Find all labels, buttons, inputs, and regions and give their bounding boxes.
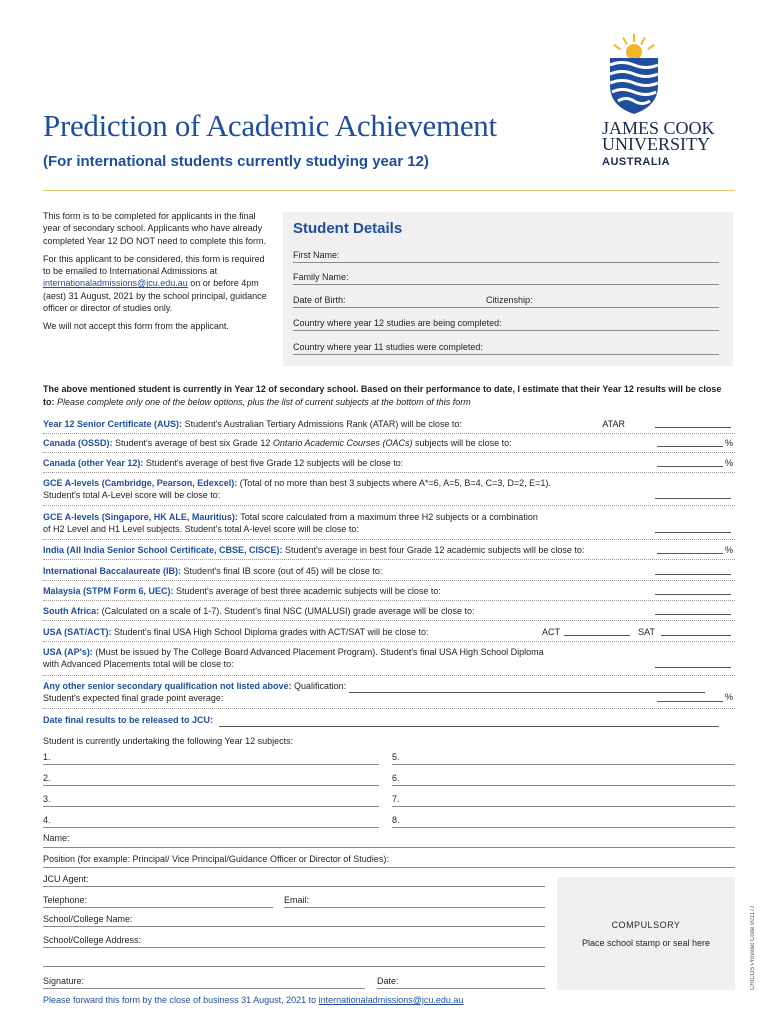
option-india-label: India (All India Senior School Certificate, CBSE, CISCE): [43, 545, 283, 555]
option-india-text: Student's average in best four Grade 12 academic subjects will be close to: [282, 545, 585, 555]
intro-paragraph-3: We will not accept this form from the applicant. [43, 321, 229, 332]
option-ossd-italic: Ontario Academic Courses (OACs) [272, 438, 413, 448]
intro-paragraph-1: This form is to be completed for applicants in the final year of secondary school. Applicants who have already completed Year 12 DO NOT need to complete this form. [43, 211, 266, 246]
option-sa-label: South Africa: [43, 606, 100, 616]
stamp-compulsory: COMPULSORY [611, 920, 681, 930]
atar-input[interactable] [655, 419, 731, 428]
results-date-label: Date final results to be released to JCU: [43, 715, 214, 725]
country-year12-field[interactable]: Country where year 12 studies are being completed: [293, 318, 719, 331]
option-usa-ap [43, 647, 735, 670]
jcu-crest-icon [604, 34, 664, 116]
option-gce-sg-label: GCE A-levels (Singapore, HK ALE, Mauritius): [43, 512, 238, 522]
signature-label: Signature: [43, 976, 85, 986]
sat-label: SAT [638, 627, 655, 637]
logo-line2: UNIVERSITY [602, 134, 710, 154]
malaysia-input[interactable] [655, 586, 731, 595]
option-gce-uk-label: GCE A-levels (Cambridge, Pearson, Edexcel): [43, 478, 238, 488]
subject-6-field[interactable]: 6. [392, 773, 735, 786]
name-input[interactable] [43, 847, 735, 848]
option-malaysia-text: Student's average of best three academic subjects will be close to: [173, 586, 441, 596]
email-input[interactable] [284, 907, 545, 908]
name-label: Name: [43, 833, 70, 843]
intro-p2-start: For this applicant to be considered, this form is required to be emailed to International Admissions at [43, 253, 265, 277]
option-ossd-label: Canada (OSSD): [43, 438, 113, 448]
option-ib-text: Student's final IB score (out of 45) will be close to: [181, 566, 383, 576]
stamp-instruction: Place school stamp or seal here [581, 938, 711, 948]
sat-input[interactable] [661, 627, 731, 636]
option-other [43, 681, 735, 704]
logo-line3: AUSTRALIA [602, 156, 671, 168]
option-usa-label: USA (SAT/ACT): [43, 627, 112, 637]
dob-citizenship-row[interactable] [293, 295, 719, 308]
subject-1-field[interactable]: 1. [43, 752, 379, 765]
option-malaysia-label: Malaysia (STPM Form 6, UEC): [43, 586, 174, 596]
subject-2-field[interactable]: 2. [43, 773, 379, 786]
divider [43, 505, 735, 506]
ossd-input[interactable] [657, 438, 723, 447]
option-ossd-text1: Student's average of best six Grade 12 [112, 438, 273, 448]
position-label: Position (for example: Principal/ Vice Principal/Guidance Officer or Director of Studies): [43, 854, 389, 864]
option-ib [43, 566, 735, 578]
option-sa-text: (Calculated on a scale of 1-7). Student's final NSC (UMALUSI) grade average will be close to: [99, 606, 475, 616]
divider [43, 452, 735, 453]
school-stamp-box [557, 877, 735, 990]
percent-sign: % [724, 438, 733, 448]
estimate-instructions [43, 383, 735, 408]
option-ap-label: USA (AP's): [43, 647, 93, 657]
option-gce-uk-text: (Total of no more than best 3 subjects where A*=6, A=5, B=4, C=3, D=2, E=1). [237, 478, 551, 488]
footer-text: Please forward this form by the close of business 31 August, 2021 to [43, 995, 319, 1005]
gce-sg-input[interactable] [655, 524, 731, 533]
option-usa-text: Student's final USA High School Diploma grades with ACT/SAT will be close to: [111, 627, 429, 637]
cricos-code: CRICOS Provider Code 00117J [750, 905, 756, 990]
school-name-input[interactable] [43, 926, 545, 927]
option-canada-label: Canada (other Year 12): [43, 458, 144, 468]
option-ossd-text2: subjects will be close to: [412, 438, 512, 448]
student-details-title: Student Details [293, 220, 403, 237]
telephone-input[interactable] [43, 907, 273, 908]
page-subtitle: (For international students currently studying year 12) [43, 153, 429, 170]
option-ap-text: (Must be issued by The College Board Advanced Placement Program). Student's final USA High School Diploma [92, 647, 544, 657]
gpa-input[interactable] [657, 693, 723, 702]
option-other-text: Qualification: [291, 681, 347, 691]
option-canada-text: Student's average of best five Grade 12 subjects will be close to: [143, 458, 404, 468]
percent-sign: % [724, 545, 733, 555]
school-address-input[interactable] [43, 947, 545, 948]
jcu-agent-label: JCU Agent: [43, 874, 89, 884]
subject-3-field[interactable]: 3. [43, 794, 379, 807]
intro-p2-end: on or before 4pm (aest) 31 August, 2021 by the school principal, guidance officer or director of studies only. [43, 278, 267, 314]
divider [43, 708, 735, 709]
subject-7-field[interactable]: 7. [392, 794, 735, 807]
option-ap-text2: with Advanced Placements total will be close to: [43, 658, 234, 669]
option-aus-label: Year 12 Senior Certificate (AUS): [43, 419, 183, 429]
email-label: Email: [284, 895, 310, 905]
option-ossd [43, 438, 735, 450]
canada-input[interactable] [657, 458, 723, 467]
dob-label: Date of Birth: [293, 295, 346, 305]
qualification-input[interactable] [349, 684, 705, 693]
ib-input[interactable] [655, 566, 731, 575]
option-canada-other [43, 458, 735, 470]
option-ib-label: International Baccalaureate (IB): [43, 566, 182, 576]
first-name-field[interactable]: First Name: [293, 250, 719, 263]
subjects-intro: Student is currently undertaking the following Year 12 subjects: [43, 736, 294, 746]
divider [43, 620, 735, 621]
ap-input[interactable] [655, 659, 731, 668]
position-input[interactable] [43, 867, 735, 868]
logo-line1: JAMES COOK [602, 118, 715, 138]
option-gce-sg [43, 512, 735, 535]
country-year11-field[interactable]: Country where year 11 studies were completed: [293, 342, 719, 355]
intro-paragraph-2 [43, 253, 269, 314]
header-divider [43, 190, 735, 191]
divider [43, 675, 735, 676]
admissions-email-link[interactable]: internationaladmissions@jcu.edu.au [43, 278, 188, 289]
jcu-logo [598, 34, 738, 174]
telephone-label: Telephone: [43, 895, 88, 905]
subject-4-field[interactable]: 4. [43, 815, 379, 828]
results-date-row [43, 715, 735, 727]
option-aus-text: Student's Australian Tertiary Admissions Rank (ATAR) will be close to: [182, 419, 462, 429]
jcu-agent-input[interactable] [43, 886, 545, 887]
divider [43, 472, 735, 473]
estimate-statement: The above mentioned student is currently in Year 12 of secondary school. Based on their performance to date, I estimate that their Year 12 results will be close to: [43, 384, 722, 407]
option-malaysia [43, 586, 735, 598]
footer-email-link[interactable]: internationaladmissions@jcu.edu.au [318, 995, 464, 1005]
date-input[interactable] [377, 988, 545, 989]
school-name-label: School/College Name: [43, 914, 133, 924]
option-gce-sg-text2: of H2 Level and H1 Level subjects. Student's total A-level score will be close to: [43, 523, 359, 534]
estimate-note: Please complete only one of the below options, plus the list of current subjects at the bottom of this form [57, 396, 471, 407]
subject-5-field[interactable]: 5. [392, 752, 735, 765]
divider [43, 559, 735, 560]
intro-text [43, 210, 269, 339]
gce-uk-input[interactable] [655, 490, 731, 499]
divider [43, 433, 735, 434]
option-india [43, 545, 735, 557]
option-south-africa [43, 606, 735, 618]
signature-input[interactable] [43, 988, 365, 989]
date-label: Date: [377, 976, 399, 986]
atar-label: ATAR [602, 419, 625, 429]
act-input[interactable] [564, 627, 630, 636]
divider [43, 580, 735, 581]
south-africa-input[interactable] [655, 606, 731, 615]
divider [43, 600, 735, 601]
percent-sign: % [724, 691, 733, 702]
option-other-text2: Student's expected final grade point average: [43, 692, 224, 703]
page-title: Prediction of Academic Achievement [43, 108, 497, 143]
results-date-input[interactable] [219, 718, 719, 727]
student-details-panel [283, 212, 733, 366]
option-usa-sat-act [43, 627, 735, 639]
school-address-label: School/College Address: [43, 935, 142, 945]
act-label: ACT [542, 627, 560, 637]
divider [43, 539, 735, 540]
citizenship-label: Citizenship: [486, 295, 533, 305]
school-address-input-2[interactable] [43, 966, 545, 967]
percent-sign: % [724, 458, 733, 468]
footer-note [43, 995, 463, 1005]
divider [43, 641, 735, 642]
option-gce-uk-text2: Student's total A-Level score will be close to: [43, 489, 221, 500]
option-other-label: Any other senior secondary qualification not listed above: [43, 681, 292, 691]
india-input[interactable] [657, 545, 723, 554]
option-gce-uk [43, 478, 735, 501]
option-aus [43, 419, 735, 431]
option-gce-sg-text: Total score calculated from a maximum three H2 subjects or a combination [237, 512, 538, 522]
subject-8-field[interactable]: 8. [392, 815, 735, 828]
family-name-field[interactable]: Family Name: [293, 272, 719, 285]
